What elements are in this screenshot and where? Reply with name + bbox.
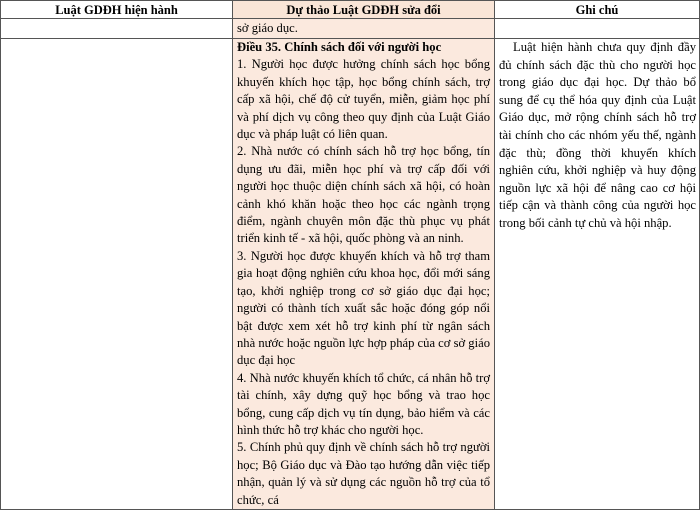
article-paragraph-5: 5. Chính phủ quy định về chính sách hỗ trợ người học; Bộ Giáo dục và Đào tạo hướng dẫn việc tiếp nhận, quản lý và sử dụng các nguồn hỗ trợ của tổ chức, cá bbox=[237, 440, 490, 507]
article-paragraph-2: 2. Nhà nước có chính sách hỗ trợ học bổng, tín dụng ưu đãi, miễn học phí và trợ cấp đối với người học thuộc diện chính sách xã hội, có hoàn cảnh khó khăn hoặc theo học các ngành trọng điểm, ngành chuyên môn đặc thù phục vụ phát triển kinh tế - xã hội, quốc phòng và an ninh. bbox=[237, 144, 490, 246]
note-text: Luật hiện hành chưa quy định đầy đủ chính sách đặc thù cho người học trong giáo dục đại học. Dự thảo bổ sung để cụ thể hóa quy định của Luật Giáo dục, mở rộng chính sách hỗ trợ tài chính cho các nhóm yếu thế, ngành đặc thù; đồng thời khuyến khích nghiên cứu, khởi nghiệp và huy động nguồn lực xã hội để nâng cao cơ hội tiếp cận và thành công của người học trong bối cảnh tự chủ và hội nhập. bbox=[499, 40, 696, 230]
article-title: Điều 35. Chính sách đối với người học bbox=[237, 40, 442, 54]
article-paragraph-3: 3. Người học được khuyến khích và hỗ trợ tham gia hoạt động nghiên cứu khoa học, đổi mới sáng tạo, khởi nghiệp trong cơ sở giáo dục đại học; người có thành tích xuất sắc hoặc đóng góp nổi bật được xem xét hỗ trợ kinh phí từ ngân sách nhà nước hoặc nguồn lực hợp pháp của cơ sở giáo dục đại học bbox=[237, 248, 490, 368]
article-paragraph-4: 4. Nhà nước khuyến khích tổ chức, cá nhân hỗ trợ tài chính, xây dựng quỹ học bổng và trao học bổng, cung cấp dịch vụ tín dụng, bảo hiểm và các hình thức hỗ trợ khác cho người học. bbox=[237, 370, 490, 437]
header-row bbox=[1, 1, 700, 19]
article-paragraph-1: 1. Người học được hưởng chính sách học bổng khuyến khích học tập, học bổng chính sách, trợ cấp xã hội, chế độ cử tuyển, miễn, giảm học phí và phí dịch vụ công theo quy định của Luật Giáo dục và pháp luật có liên quan. bbox=[237, 57, 490, 142]
draft-continuation-text: sở giáo dục. bbox=[233, 19, 495, 39]
header-draft-law: Dự thảo Luật GDĐH sửa đổi bbox=[233, 1, 495, 19]
draft-article-cell bbox=[233, 39, 495, 510]
article-row bbox=[1, 39, 700, 510]
header-current-law: Luật GDĐH hiện hành bbox=[1, 1, 233, 19]
continuation-row bbox=[1, 19, 700, 39]
current-law-cell bbox=[1, 39, 233, 510]
current-law-cell-empty bbox=[1, 19, 233, 39]
header-notes: Ghi chú bbox=[495, 1, 700, 19]
notes-cell-empty bbox=[495, 19, 700, 39]
notes-cell bbox=[495, 39, 700, 510]
